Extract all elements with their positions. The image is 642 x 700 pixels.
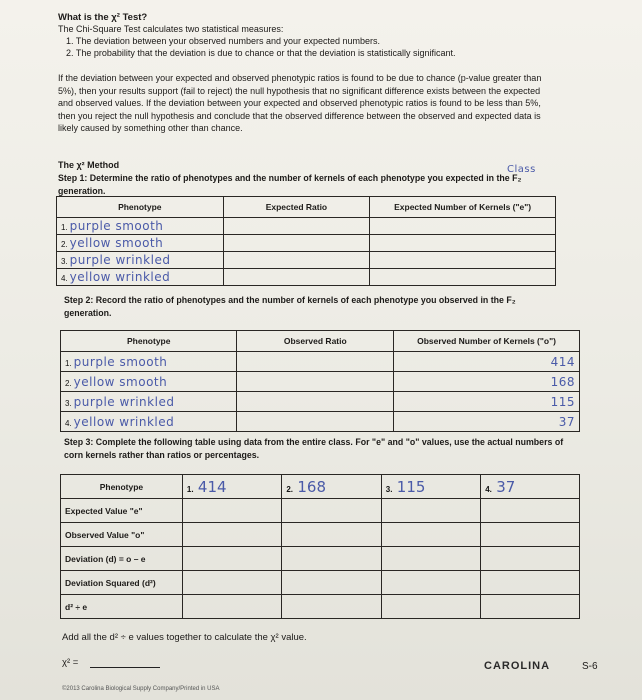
value-cell[interactable] xyxy=(182,571,281,595)
value-cell[interactable] xyxy=(182,523,281,547)
table-row xyxy=(61,392,580,412)
handwritten-class-note: Class xyxy=(507,164,536,175)
handwritten-count: 37 xyxy=(496,477,516,496)
final-instruction: Add all the d² ÷ e values together to calculate the χ² value. xyxy=(62,632,307,643)
handwritten-phenotype: yellow smooth xyxy=(69,236,164,250)
value-cell[interactable] xyxy=(481,595,580,619)
number-cell[interactable] xyxy=(394,352,580,372)
handwritten-phenotype: purple smooth xyxy=(73,354,168,369)
handwritten-phenotype: purple wrinkled xyxy=(69,253,171,267)
table-row xyxy=(61,547,580,571)
handwritten-phenotype: purple smooth xyxy=(69,219,164,233)
value-cell[interactable] xyxy=(481,547,580,571)
ratio-cell[interactable] xyxy=(237,412,394,432)
step2-header-row xyxy=(61,331,580,352)
phenotype-cell xyxy=(61,372,237,392)
number-cell[interactable] xyxy=(370,269,556,286)
ratio-cell[interactable] xyxy=(237,392,394,412)
measure-2: 2. The probability that the deviation is due to chance or that the deviation is statistically significant. xyxy=(66,48,456,58)
column-number: 4. xyxy=(485,484,492,494)
value-cell[interactable] xyxy=(381,523,480,547)
phenotype-cell xyxy=(61,412,237,432)
table-row xyxy=(61,499,580,523)
column-header xyxy=(481,475,580,499)
value-cell[interactable] xyxy=(282,499,381,523)
row-number: 3. xyxy=(61,257,68,266)
handwritten-count: 168 xyxy=(550,374,575,389)
explanation-paragraph: If the deviation between your expected and observed phenotypic ratios is found to be due to chance (p-value greater than 5%), then your results support (fail to reject) the null hypothesis that no significant difference exists between the expected and observed values. If the deviation between your expected and observed phenotypic ratios is found to be less than 5%, then you reject the null hypothesis and conclude that the observed difference between the observed and expected data is likely caused by something other than chance. xyxy=(58,73,542,133)
handwritten-count: 37 xyxy=(558,414,575,429)
step1-table xyxy=(56,196,556,286)
step2-header-phenotype: Phenotype xyxy=(61,331,237,352)
value-cell[interactable] xyxy=(481,571,580,595)
value-cell[interactable] xyxy=(282,547,381,571)
row-number: 4. xyxy=(65,418,72,428)
row-label: Deviation (d) = o – e xyxy=(61,547,183,571)
table-row xyxy=(61,352,580,372)
step3-table xyxy=(60,474,580,619)
row-number: 2. xyxy=(61,240,68,249)
ratio-cell[interactable] xyxy=(237,372,394,392)
step2-header-ratio: Observed Ratio xyxy=(237,331,394,352)
value-cell[interactable] xyxy=(182,499,281,523)
column-number: 1. xyxy=(186,484,194,494)
row-label: Observed Value "o" xyxy=(61,523,183,547)
column-header xyxy=(381,475,480,499)
value-cell[interactable] xyxy=(481,499,580,523)
value-cell[interactable] xyxy=(381,499,480,523)
method-heading: The χ² Method xyxy=(58,160,120,170)
step1-text: Step 1: Determine the ratio of phenotypes and the number of kernels of each phenotype you expected in the F₂ generation. xyxy=(58,173,522,196)
copyright-footer: ©2013 Carolina Biological Supply Company/Printed in USA xyxy=(62,686,220,692)
phenotype-cell xyxy=(57,235,224,252)
column-number: 2. xyxy=(286,484,293,494)
number-cell[interactable] xyxy=(394,392,580,412)
phenotype-cell xyxy=(61,352,237,372)
intro-text: The Chi-Square Test calculates two statistical measures: xyxy=(58,24,284,34)
ratio-cell[interactable] xyxy=(223,252,370,269)
ratio-cell[interactable] xyxy=(223,218,370,235)
table-row xyxy=(57,218,556,235)
column-number: 3. xyxy=(385,484,393,494)
table-row xyxy=(57,252,556,269)
value-cell[interactable] xyxy=(381,595,480,619)
table-row xyxy=(61,595,580,619)
table-row xyxy=(61,571,580,595)
step2-header-number: Observed Number of Kernels ("o") xyxy=(394,331,580,352)
chi-square-answer-line[interactable] xyxy=(90,667,160,668)
table-row xyxy=(57,269,556,286)
ratio-cell[interactable] xyxy=(223,235,370,252)
row-number: 3. xyxy=(65,398,72,408)
phenotype-cell xyxy=(61,392,237,412)
row-number: 1. xyxy=(61,223,68,232)
step1-header-phenotype: Phenotype xyxy=(57,197,224,218)
column-header xyxy=(282,475,381,499)
handwritten-count: 414 xyxy=(550,354,575,369)
page-number: S-6 xyxy=(582,661,598,672)
handwritten-phenotype: yellow wrinkled xyxy=(69,270,171,284)
row-label: Expected Value "e" xyxy=(61,499,183,523)
ratio-cell[interactable] xyxy=(223,269,370,286)
table-row xyxy=(61,412,580,432)
column-header xyxy=(182,475,281,499)
handwritten-phenotype: yellow smooth xyxy=(73,374,168,389)
value-cell[interactable] xyxy=(282,595,381,619)
step1-header-row xyxy=(57,197,556,218)
number-cell[interactable] xyxy=(394,412,580,432)
step3-text: Step 3: Complete the following table using data from the entire class. For "e" and "o" values, use the actual numbers of corn kernels rather than ratios or percentages. xyxy=(64,437,564,460)
table-row xyxy=(57,235,556,252)
handwritten-phenotype: purple wrinkled xyxy=(73,394,175,409)
handwritten-count: 115 xyxy=(550,394,575,409)
handwritten-count: 115 xyxy=(396,477,426,496)
step3-header-row xyxy=(61,475,580,499)
row-number: 2. xyxy=(65,378,72,388)
phenotype-cell xyxy=(57,269,224,286)
row-label: Deviation Squared (d²) xyxy=(61,571,183,595)
step1-header-number: Expected Number of Kernels ("e") xyxy=(370,197,556,218)
row-number: 4. xyxy=(61,274,68,283)
handwritten-count: 168 xyxy=(297,477,326,496)
value-cell[interactable] xyxy=(481,523,580,547)
table-row xyxy=(61,372,580,392)
value-cell[interactable] xyxy=(182,547,281,571)
chi-square-label: χ² = xyxy=(62,657,79,668)
handwritten-phenotype: yellow wrinkled xyxy=(73,414,175,429)
number-cell[interactable] xyxy=(370,218,556,235)
number-cell[interactable] xyxy=(370,252,556,269)
value-cell[interactable] xyxy=(282,523,381,547)
page-title: What is the χ² Test? xyxy=(58,12,148,23)
measure-1: 1. The deviation between your observed numbers and your expected numbers. xyxy=(66,36,381,46)
phenotype-cell xyxy=(57,252,224,269)
ratio-cell[interactable] xyxy=(237,352,394,372)
step1-header-ratio: Expected Ratio xyxy=(223,197,370,218)
step2-table xyxy=(60,330,580,432)
carolina-logo: CAROLINA xyxy=(484,660,551,672)
value-cell[interactable] xyxy=(182,595,281,619)
value-cell[interactable] xyxy=(282,571,381,595)
step2-text: Step 2: Record the ratio of phenotypes and the number of kernels of each phenotype you observed in the F₂ generation. xyxy=(64,295,516,318)
number-cell[interactable] xyxy=(394,372,580,392)
value-cell[interactable] xyxy=(381,547,480,571)
row-number: 1. xyxy=(65,358,72,368)
handwritten-count: 414 xyxy=(197,477,227,496)
step3-header-phenotype: Phenotype xyxy=(61,475,183,499)
table-row xyxy=(61,523,580,547)
value-cell[interactable] xyxy=(381,571,480,595)
phenotype-cell xyxy=(57,218,224,235)
number-cell[interactable] xyxy=(370,235,556,252)
row-label: d² ÷ e xyxy=(61,595,183,619)
